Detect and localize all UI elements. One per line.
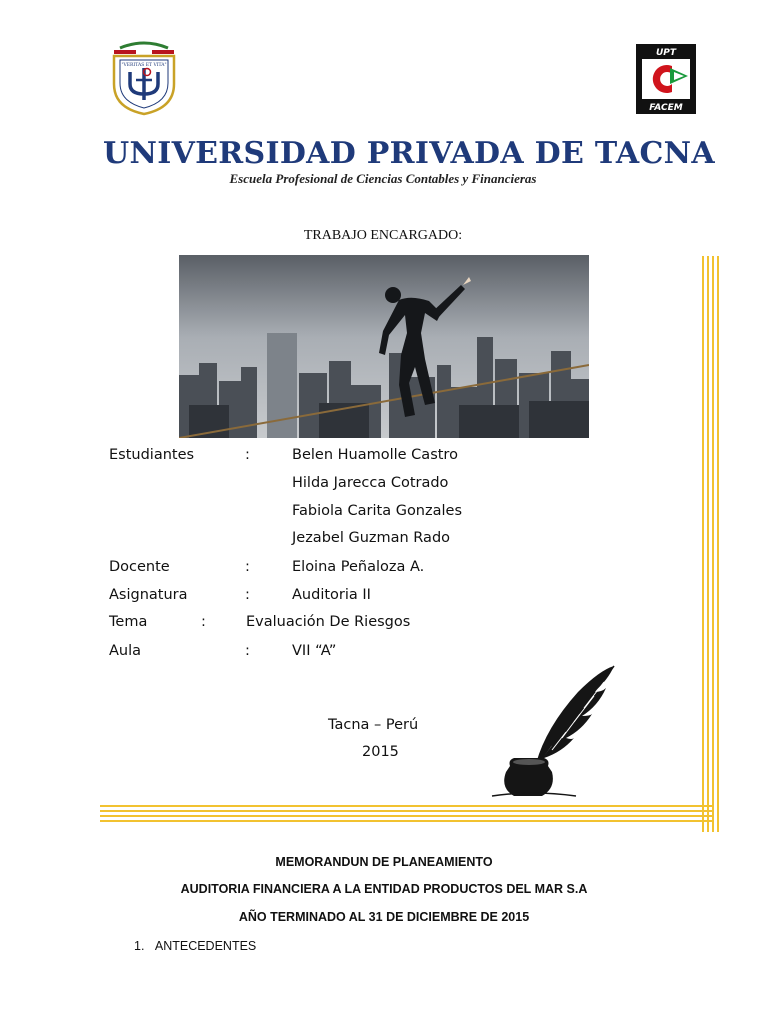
detail-colon: : (201, 614, 206, 630)
year-label: 2015 (362, 744, 399, 760)
detail-label: Estudiantes (109, 447, 195, 463)
detail-label: Aula (109, 643, 142, 659)
detail-label: Tema (109, 614, 148, 630)
detail-value: Eloina Peñaloza A. (292, 559, 425, 575)
cover-photo (179, 255, 589, 438)
crest-motto: "VERITAS ET VITA" (121, 63, 167, 68)
detail-colon: : (245, 447, 250, 463)
memo-subtitle: AUDITORIA FINANCIERA A LA ENTIDAD PRODUCTOS DEL MAR S.A (180, 882, 588, 896)
detail-value: Fabiola Carita Gonzales (292, 503, 462, 519)
detail-colon: : (245, 587, 250, 603)
assignment-heading: TRABAJO ENCARGADO: (303, 228, 463, 243)
city-label: Tacna – Perú (328, 717, 419, 733)
logo-bottom-text: FACEM (649, 103, 683, 113)
list-number: 1. (134, 939, 145, 953)
detail-label: Asignatura (109, 587, 188, 603)
university-title: UNIVERSIDAD PRIVADA DE TACNA (103, 136, 715, 171)
logo-top-text: UPT (655, 48, 677, 58)
detail-colon: : (245, 559, 250, 575)
university-crest-icon (106, 36, 182, 116)
facem-logo-icon (636, 44, 696, 114)
memo-period: AÑO TERMINADO AL 31 DE DICIEMBRE DE 2015 (238, 910, 530, 924)
detail-label: Docente (109, 559, 170, 575)
school-subtitle: Escuela Profesional de Ciencias Contables y Financieras (229, 171, 537, 186)
detail-colon: : (245, 643, 250, 659)
section-antecedentes (134, 939, 256, 953)
detail-value: Belen Huamolle Castro (292, 447, 458, 463)
quill-inkwell-icon (482, 662, 622, 802)
list-item-label: ANTECEDENTES (154, 939, 257, 953)
detail-value: Jezabel Guzman Rado (292, 530, 451, 546)
detail-value: VII “A” (292, 643, 337, 659)
detail-value: Evaluación De Riesgos (246, 614, 411, 630)
detail-value: Hilda Jarecca Cotrado (292, 475, 449, 491)
detail-value: Auditoria II (292, 587, 371, 603)
memo-title: MEMORANDUN DE PLANEAMIENTO (275, 855, 493, 869)
